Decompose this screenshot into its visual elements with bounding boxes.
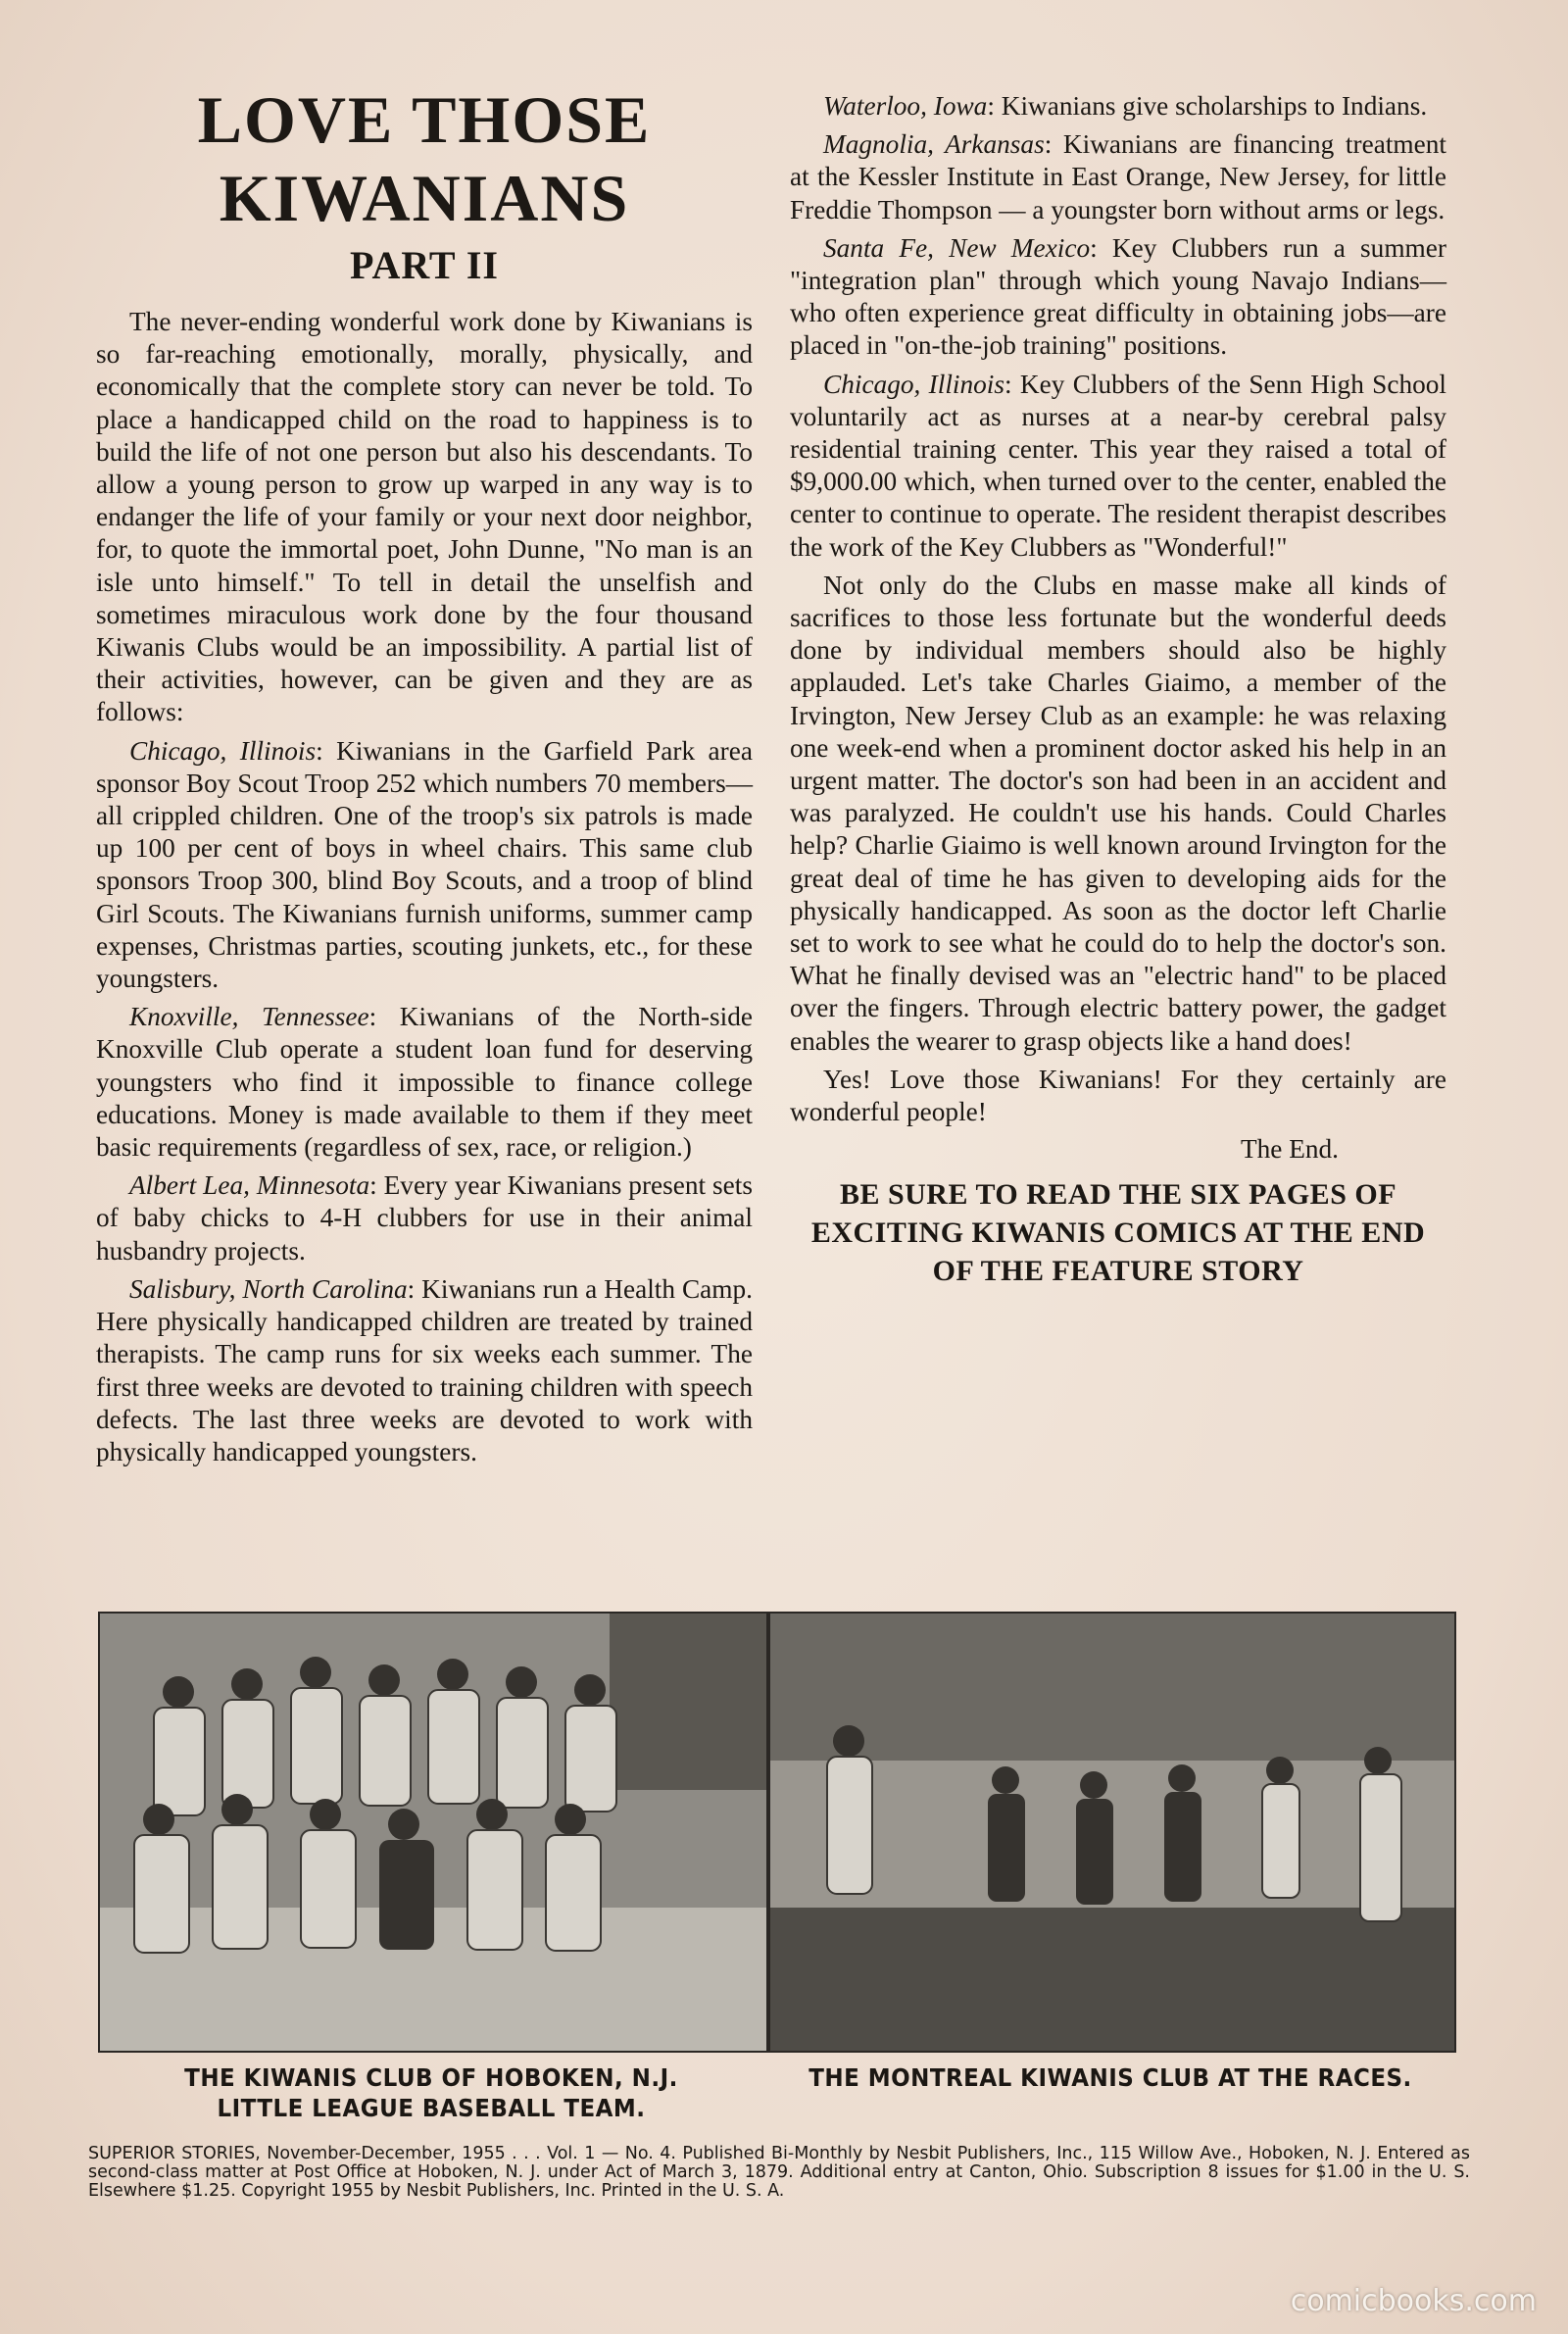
city-name: Knoxville, Tennessee xyxy=(129,1002,369,1032)
right-photo-caption: THE MONTREAL KIWANIS CLUB AT THE RACES. xyxy=(808,2063,1412,2092)
city-name: Waterloo, Iowa xyxy=(823,91,988,121)
races-illustration xyxy=(770,1614,1454,2051)
article-title: LOVE THOSE KIWANIANS xyxy=(197,82,652,235)
city-name: Albert Lea, Minnesota xyxy=(129,1170,370,1201)
left-photo-caption xyxy=(124,2062,738,2123)
intro-paragraph: The never-ending wonderful work done by Kiwanians is so far-reaching emotionally, morally, physically, and economically that the complete story can never be told. To place a handicapped child on the road to happiness is to build the life of not one person but also his descendants. To allow a young person to grow up warped in any way is to endanger the life of your family or your next door neighbor, for, to quote the immortal poet, John Dunne, "No man is an isle unto himself." To tell in detail the unselfish and sometimes miraculous work done by the four thousand Kiwanis Clubs would be an impossibility. A partial list of their activities, however, can be given and they are as follows: xyxy=(96,307,753,727)
santa-fe-paragraph: Santa Fe, New Mexico: Key Clubbers run a summer "integration plan" through which young Navajo Indians—who often experience great difficulty in obtaining jobs—are placed in "on-the-job training" positions. xyxy=(790,232,1446,361)
magnolia-paragraph: Magnolia, Arkansas: Kiwanians are financing treatment at the Kessler Institute in East Orange, New Jersey, for little Freddie Thompson — a youngster born without arms or legs. xyxy=(790,129,1446,224)
city-name: Santa Fe, New Mexico xyxy=(823,232,1091,263)
watermark: comicbooks.com xyxy=(1290,2284,1537,2318)
city-name: Magnolia, Arkansas xyxy=(823,129,1045,160)
knoxville-paragraph: Knoxville, Tennessee: Kiwanians of the North-side Knoxville Club operate a student loan fund for deserving youngsters who find it impossible to finance college educations. Money is made available to them if they meet basic requirements (regardless of sex, race, or religion.) xyxy=(96,1002,753,1163)
giaimo-paragraph: Not only do the Clubs en masse make all kinds of sacrifices to those less fortunate but the wonderful deeds done by individual members should also be highly applauded. Let's take Charles Giaimo, a member of the Irvington, New Jersey Club as an example: he was relaxing one week-end when a prominent doctor asked his help in an urgent matter. The doctor's son had been in an accident and was paralyzed. He couldn't use his hands. Could Charles help? Charlie Giaimo is well known around Irvington for the great deal of time he has given to developing aids for the physically handicapped. As soon as the doctor left Charlie set to work to see what he could do to help the doctor's son. What he finally devised was an "electric hand" to be placed over the fingers. Through electric battery power, the gadget enables the wearer to grasp objects like a hand does! xyxy=(790,570,1446,1056)
chicago-senn-paragraph: Chicago, Illinois: Key Clubbers of the Senn High School voluntarily act as nurses at a near-by cerebral palsy residential training center. This year they raised a total of $9,000.00 which, when turned over to the center, enabled the center to continue to operate. The resident therapist describes the work of the Key Clubbers as "Wonderful!" xyxy=(790,369,1446,562)
salisbury-paragraph: Salisbury, North Carolina: Kiwanians run a Health Camp. Here physically handicapped children are treated by trained therapists. The camp runs for six weeks each summer. The first three weeks are devoted to training children with speech defects. The last three weeks are devoted to work with physically handicapped youngsters. xyxy=(96,1273,753,1466)
city-name: Salisbury, North Carolina xyxy=(129,1273,408,1304)
races-photo xyxy=(768,1612,1456,2053)
waterloo-paragraph: Waterloo, Iowa: Kiwanians give scholarships to Indians. xyxy=(823,91,1428,121)
baseball-team-illustration xyxy=(100,1614,766,2051)
right-column xyxy=(790,90,1446,1290)
left-column xyxy=(96,80,753,1468)
the-end: The End. xyxy=(1240,1134,1339,1165)
city-name: Chicago, Illinois xyxy=(129,735,317,766)
city-name: Chicago, Illinois xyxy=(823,369,1004,399)
article-part: PART II xyxy=(350,243,499,287)
publication-imprint: SUPERIOR STORIES, November-December, 1955 . . . Vol. 1 — No. 4. Published Bi-Monthly by Nesbit Publishers, Inc., 115 Willow Ave., Hoboken, N. J. Entered as second-class matter at Post Office at Hoboken, N. J. under Act of March 3, 1879. Additional entry at Canton, Ohio. Subscription 8 issues for $1.00 in the U. S. Elsewhere $1.25. Copyright 1955 by Nesbit Publishers, Inc. Printed in the U. S. A. xyxy=(88,2144,1470,2201)
closing-paragraph: Yes! Love those Kiwanians! For they certainly are wonderful people! xyxy=(790,1064,1446,1127)
albert-lea-paragraph: Albert Lea, Minnesota: Every year Kiwanians present sets of baby chicks to 4-H clubbers for use in their animal husbandry projects. xyxy=(96,1170,754,1266)
chicago-garfield-paragraph: Chicago, Illinois: Kiwanians in the Garfield Park area sponsor Boy Scout Troop 252 which numbers 70 members—all crippled children. One of the troop's six patrols is made up 100 per cent of boys in wheel chairs. This same club sponsors Troop 300, blind Boy Scouts, and a troop of blind Girl Scouts. The Kiwanians furnish uniforms, summer camp expenses, Christmas parties, scouting junkets, etc., for these youngsters. xyxy=(96,735,753,994)
baseball-team-photo xyxy=(98,1612,768,2053)
left-caption-line1: THE KIWANIS CLUB OF HOBOKEN, N.J. xyxy=(184,2063,678,2092)
left-caption-line2: LITTLE LEAGUE BASEBALL TEAM. xyxy=(217,2094,646,2122)
read-comics-notice: BE SURE TO READ THE SIX PAGES OF EXCITING KIWANIS COMICS AT THE END OF THE FEATURE STORY xyxy=(810,1178,1426,1288)
